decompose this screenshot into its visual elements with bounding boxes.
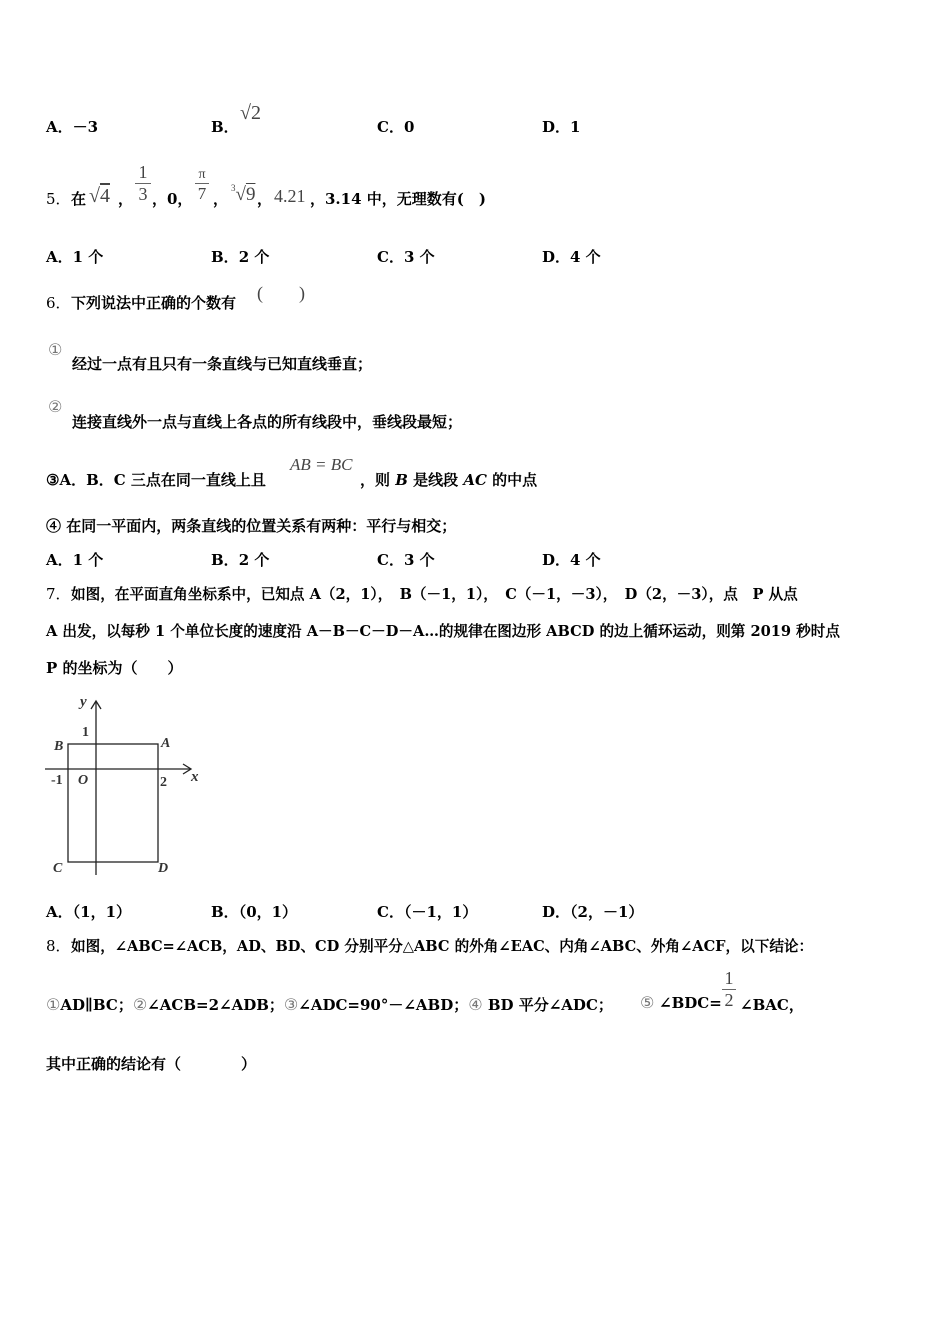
q5-option-d: D．4 个 xyxy=(542,248,601,266)
q8-c5-fraction-half: 1 2 xyxy=(722,968,736,1011)
q6-paren: ( ) xyxy=(257,283,305,303)
rectangle-abcd xyxy=(68,744,158,862)
q8-c2-mark: ② xyxy=(132,995,148,1014)
q6-number: 6． xyxy=(46,294,71,312)
q7-option-a: A．（1，1） xyxy=(46,903,132,921)
q5-number: 5． xyxy=(46,190,71,208)
q8-c1: AD∥BC； xyxy=(60,996,133,1014)
q5-sep: ， xyxy=(213,190,229,208)
q6-option-c: C．3 个 xyxy=(377,551,435,569)
point-a-label: A xyxy=(161,736,171,751)
q8-c5-a: ∠BDC= xyxy=(659,994,722,1012)
x-axis-label: x xyxy=(191,769,199,785)
q6-option-a: A．1 个 xyxy=(46,551,104,569)
q8-ending: 其中正确的结论有（ ） xyxy=(46,1055,257,1073)
q5-fraction-pi-7: π 7 xyxy=(195,167,209,204)
q4-option-c: C．0 xyxy=(377,118,415,136)
q6-statement-3-math: AB = BC xyxy=(290,455,353,474)
q5-fraction-one-third: 1 3 xyxy=(135,162,151,205)
q6-statement-2-mark: ② xyxy=(48,397,63,416)
q8-conclusions xyxy=(46,994,613,1015)
q6-statement-2: 连接直线外一点与直线上各点的所有线段中，垂线段最短； xyxy=(72,413,463,431)
point-c-label: C xyxy=(53,861,63,876)
q4-option-b: B． xyxy=(211,118,239,136)
tick-label-x-2: 2 xyxy=(160,775,167,790)
q7-option-c: C．（－1，1） xyxy=(377,903,478,921)
y-axis-label: y xyxy=(80,694,87,710)
tick-label-y-1: 1 xyxy=(82,725,89,740)
q8-c3-mark: ③ xyxy=(283,995,299,1014)
q7-coordinate-figure xyxy=(40,690,210,880)
q6-option-b: B．2 个 xyxy=(211,551,270,569)
q8-c1-mark: ① xyxy=(46,995,61,1014)
q5-option-b: B．2 个 xyxy=(211,248,270,266)
q4-option-a: A．－3 xyxy=(46,118,99,136)
q6-option-d: D．4 个 xyxy=(542,551,601,569)
q5-option-a: A．1 个 xyxy=(46,248,104,266)
q4-option-b-value: √2 xyxy=(240,102,261,124)
q5-prefix: 在 xyxy=(71,190,87,208)
q7-option-d: D．（2，－1） xyxy=(542,903,644,921)
q5-decimal: 4.21 xyxy=(274,186,306,206)
q6-statement-4: ④ 在同一平面内，两条直线的位置关系有两种：平行与相交； xyxy=(46,517,457,535)
q8-c5-mark: ⑤ xyxy=(640,993,655,1012)
q8-stem: 如图，∠ABC=∠ACB，AD、BD、CD 分别平分△ABC 的外角∠EAC、内角∠ABC、外角∠ACF，以下结论： xyxy=(71,938,814,955)
q6-statement-3-rest: ，则 B 是线段 AC 的中点 xyxy=(360,471,538,489)
q7-option-b: B．（0，1） xyxy=(211,903,298,921)
q6-statement-1-mark: ① xyxy=(48,340,63,359)
point-b-label: B xyxy=(54,739,64,754)
origin-label: O xyxy=(78,773,89,788)
q7-line-2: A 出发，以每秒 1 个单位长度的速度沿 A－B－C－D－A…的规律在图边形 ABCD 的边上循环运动，则第 2019 秒时点 xyxy=(46,623,840,640)
q8-c3: ∠ADC=90°－∠ABD； xyxy=(298,996,469,1014)
q7-line-3: P 的坐标为（ ） xyxy=(46,659,183,677)
q5-sqrt4: √4 xyxy=(89,185,110,207)
tick-label-x-neg1: -1 xyxy=(51,773,63,788)
q8-c2: ∠ACB=2∠ADB； xyxy=(147,996,284,1014)
q6-statement-3: ③A．B．C 三点在同一直线上且 xyxy=(46,471,266,489)
point-d-label: D xyxy=(158,861,169,876)
q4-option-d: D．1 xyxy=(542,118,581,136)
q8-c4-mark: ④ xyxy=(468,995,483,1014)
q5-option-c: C．3 个 xyxy=(377,248,435,266)
q5-cube-root-9: $^3$√9 xyxy=(231,182,256,205)
q6-stem: 下列说法中正确的个数有 xyxy=(71,294,237,312)
q7-line-1: 如图，在平面直角坐标系中，已知点 A（2，1）， B（－1，1）， C（－1，－3）， D（2，－3），点 P 从点 xyxy=(71,586,798,603)
q8-number: 8． xyxy=(46,937,71,955)
q6-statement-1: 经过一点有且只有一条直线与已知直线垂直； xyxy=(72,355,373,373)
q5-sep: ， xyxy=(118,190,134,208)
q5-sep: ， xyxy=(257,190,273,208)
q8-c5-b: ∠BAC， xyxy=(740,996,804,1014)
q7-number: 7． xyxy=(46,585,71,603)
q5-zero: ，0， xyxy=(152,190,193,208)
q8-c4: BD 平分∠ADC； xyxy=(482,996,613,1014)
q5-suffix: ，3.14 中，无理数有( ) xyxy=(310,190,486,208)
